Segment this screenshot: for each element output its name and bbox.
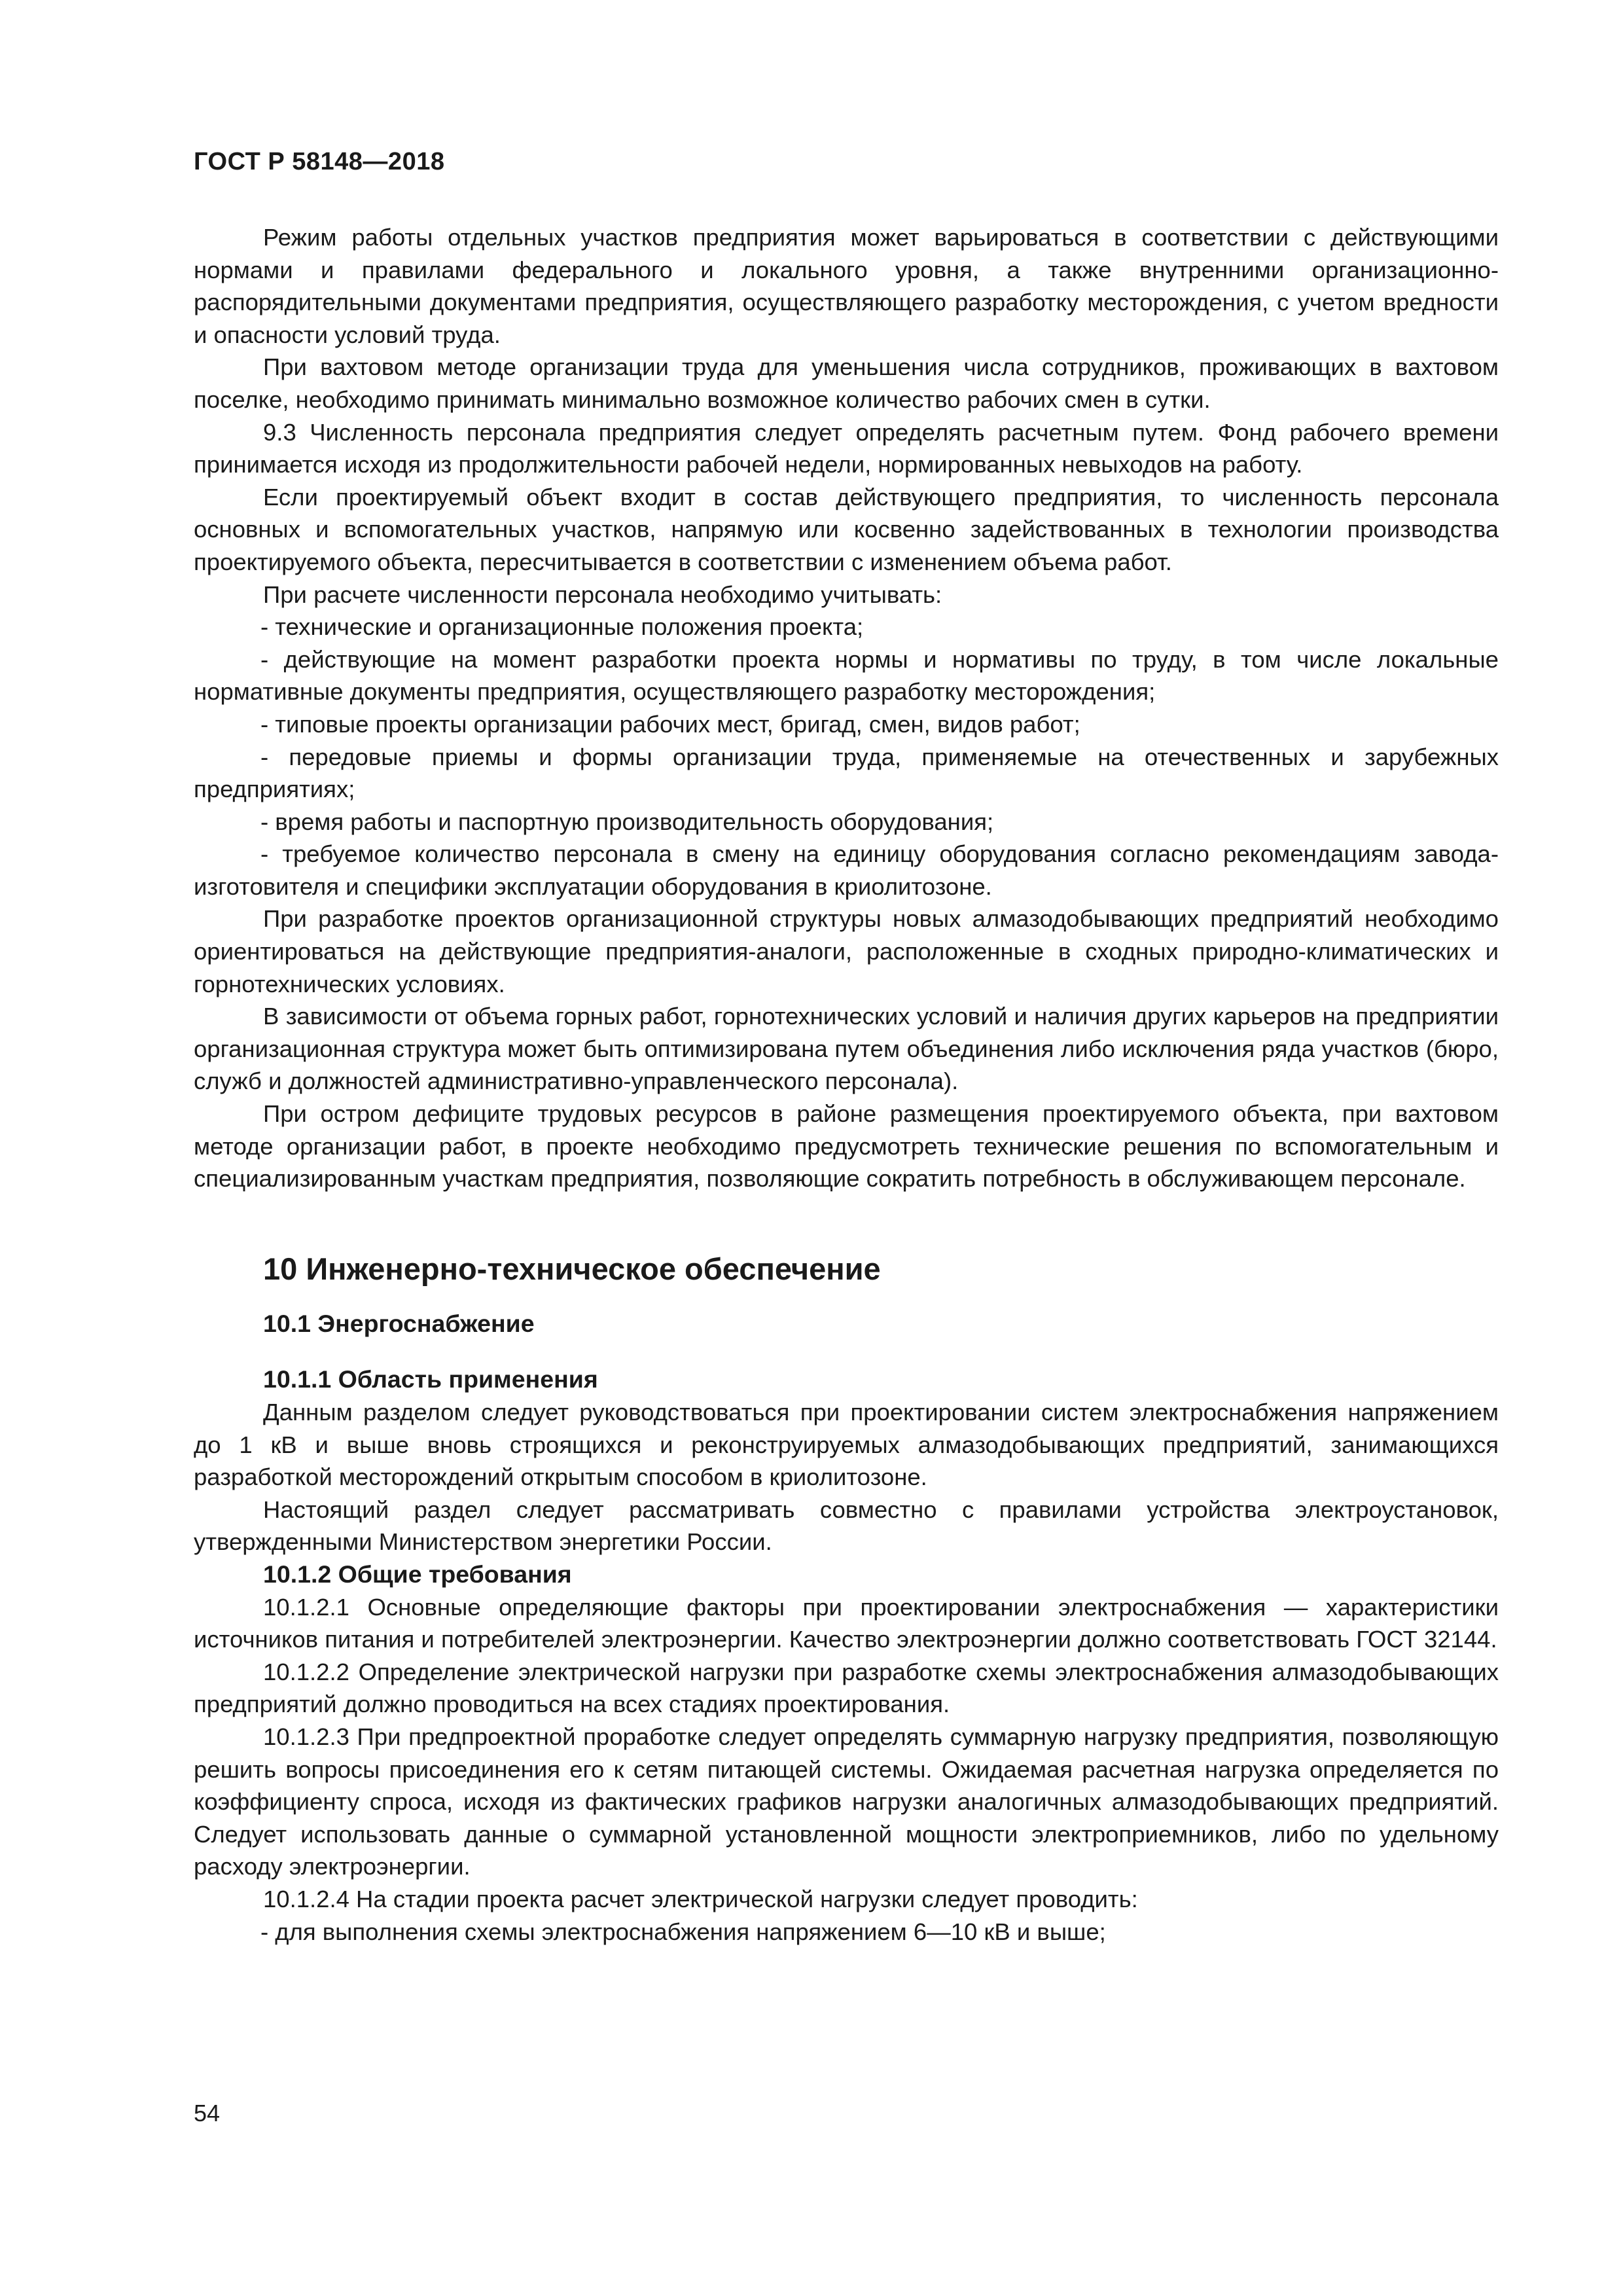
paragraph: При вахтовом методе организации труда для уменьшения числа сотрудников, проживающих в вахтовом поселке, необходимо принимать минимально возможное количество рабочих смен в сутки. <box>194 353 1499 413</box>
list-item: - для выполнения схемы электроснабжения напряжением 6—10 кВ и выше; <box>260 1918 1106 1945</box>
paragraph: 10.1.2.3 При предпроектной проработке следует определять суммарную нагрузку предприятия, позволяющую решить вопросы присоединения его к сетям питающей системы. Ожидаемая расчетная нагрузка определяется по коэффициенту спроса, исходя из фактических графиков нагрузки аналогичных алмазодобывающих предприятий. Следует использовать данные о суммарной установленной мощности электроприемников, либо по удельному расходу электроэнергии. <box>194 1723 1499 1880</box>
list-item: - требуемое количество персонала в смену на единицу оборудования согласно рекомендациям завода-изготовителя и специфики эксплуатации оборудования в криолитозоне. <box>194 840 1499 900</box>
list-item: - действующие на момент разработки проекта нормы и нормативы по труду, в том числе локальные нормативные документы предприятия, осуществляющего разработку месторождения; <box>194 645 1499 706</box>
paragraph: Режим работы отдельных участков предприятия может варьироваться в соответствии с действующими нормами и правилами федерального и локального уровня, а также внутренними организационно-распорядительными документами предприятия, осуществляющего разработку месторождения, с учетом вредности и опасности условий труда. <box>194 224 1499 348</box>
document-body <box>194 221 1499 1948</box>
subsection-heading: 10.1.2 Общие требования <box>263 1560 572 1588</box>
paragraph: При разработке проектов организационной структуры новых алмазодобывающих предприятий необходимо ориентироваться на действующие предприятия-аналоги, расположенные в сходных природно-климатических и горнотехнических условиях. <box>194 905 1499 997</box>
subsection-heading: 10.1.1 Область применения <box>263 1365 598 1393</box>
paragraph: 10.1.2.4 На стадии проекта расчет электрической нагрузки следует проводить: <box>263 1885 1138 1912</box>
section-heading: 10 Инженерно-техническое обеспечение <box>263 1251 881 1286</box>
list-item: - технические и организационные положения проекта; <box>260 613 864 641</box>
paragraph: При остром дефиците трудовых ресурсов в районе размещения проектируемого объекта, при вахтовом методе организации работ, в проекте необходимо предусмотреть технические решения по вспомогательным и специализированным участкам предприятия, позволяющие сократить потребность в обслуживающем персонале. <box>194 1100 1499 1193</box>
list-item: - типовые проекты организации рабочих мест, бригад, смен, видов работ; <box>260 710 1080 738</box>
paragraph: 10.1.2.1 Основные определяющие факторы при проектировании электроснабжения — характеристики источников питания и потребителей электроэнергии. Качество электроэнергии должно соответствовать ГОСТ 32144. <box>194 1593 1499 1653</box>
paragraph: При расчете численности персонала необходимо учитывать: <box>263 581 942 608</box>
document-code-header: ГОСТ Р 58148—2018 <box>194 148 445 175</box>
paragraph: Данным разделом следует руководствоваться при проектировании систем электроснабжения напряжением до 1 кВ и выше вновь строящихся и реконструируемых алмазодобывающих предприятий, занимающихся разработкой месторождений открытым способом в криолитозоне. <box>194 1399 1499 1491</box>
subsection-heading: 10.1 Энергоснабжение <box>263 1309 535 1337</box>
list-item: - передовые приемы и формы организации труда, применяемые на отечественных и зарубежных предприятиях; <box>194 743 1499 803</box>
paragraph: 10.1.2.2 Определение электрической нагрузки при разработке схемы электроснабжения алмазодобывающих предприятий должно проводиться на всех стадиях проектирования. <box>194 1658 1499 1718</box>
page-number: 54 <box>194 2100 221 2126</box>
paragraph: В зависимости от объема горных работ, горнотехнических условий и наличия других карьеров на предприятии организационная структура может быть оптимизирована путем объединения либо исключения ряда участков (бюро, служб и должностей административно-управленческого персонала). <box>194 1003 1499 1095</box>
paragraph: Настоящий раздел следует рассматривать совместно с правилами устройства электроустановок, утвержденными Министерством энергетики России. <box>194 1496 1499 1556</box>
paragraph: 9.3 Численность персонала предприятия следует определять расчетным путем. Фонд рабочего времени принимается исходя из продолжительности рабочей недели, нормированных невыходов на работу. <box>194 418 1499 478</box>
paragraph: Если проектируемый объект входит в состав действующего предприятия, то численность персонала основных и вспомогательных участков, напрямую или косвенно задействованных в технологии производства проектируемого объекта, пересчитывается в соответствии с изменением объема работ. <box>194 483 1499 575</box>
list-item: - время работы и паспортную производительность оборудования; <box>260 808 994 835</box>
